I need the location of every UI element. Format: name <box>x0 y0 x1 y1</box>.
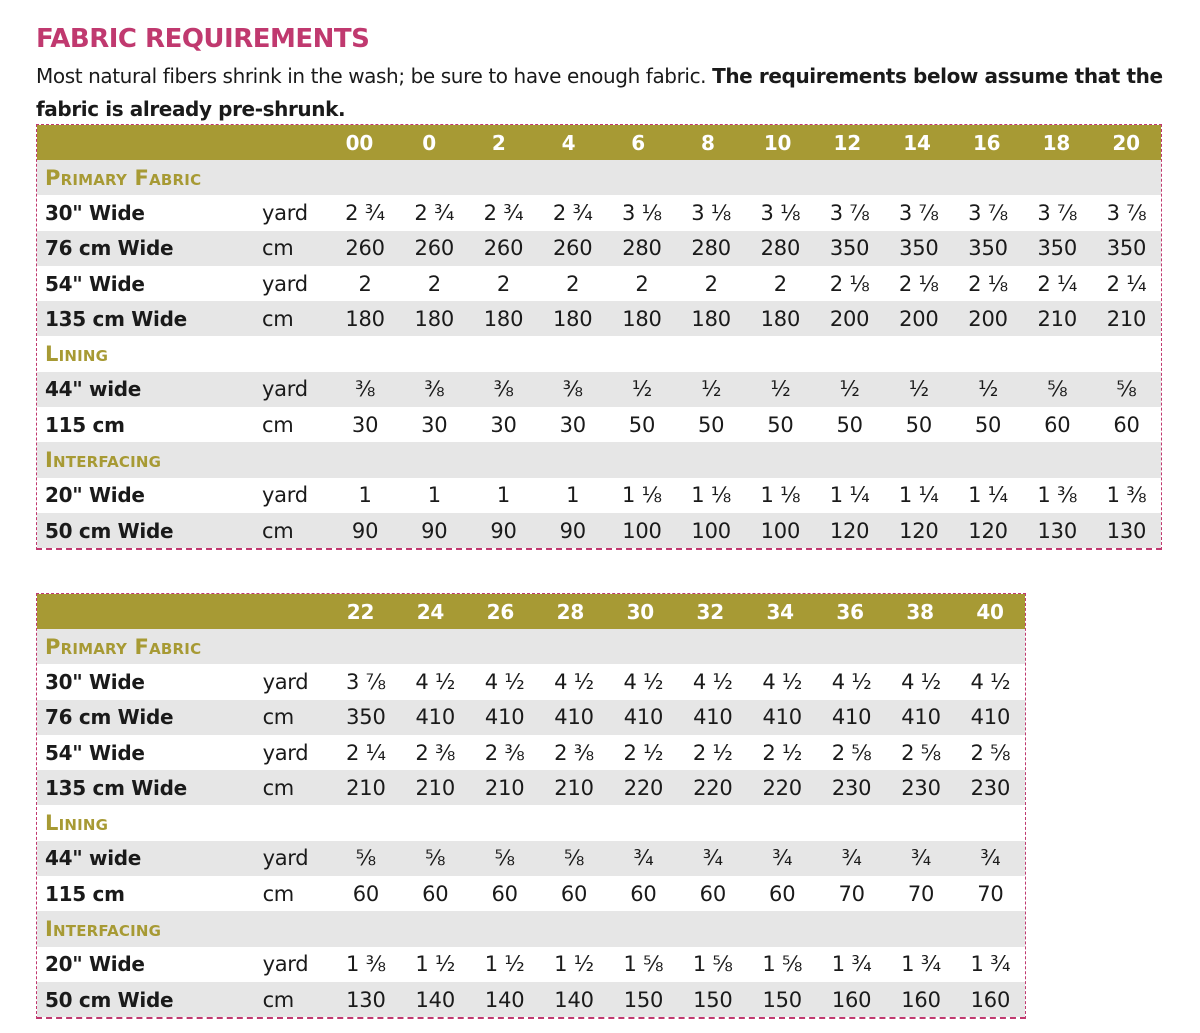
table-row <box>37 407 1161 442</box>
amount-cell: 410 <box>831 705 872 730</box>
amount-cell: 1 ⅜ <box>345 952 386 977</box>
amount-cell: 1 ¼ <box>829 483 870 508</box>
size-header-cell: 18 <box>1042 130 1071 155</box>
size-header-cell: 6 <box>631 130 646 155</box>
fabric-width-label: 44" wide <box>45 377 142 402</box>
amount-cell: 350 <box>829 236 870 261</box>
section-heading: Primary Fabric <box>45 165 202 190</box>
amount-cell: 140 <box>415 987 455 1012</box>
amount-cell: 50 <box>628 412 656 437</box>
amount-cell: 2 ¼ <box>1106 271 1147 296</box>
amount-cell: 60 <box>1113 412 1140 437</box>
amount-cell: 350 <box>1106 236 1147 261</box>
amount-cell: 2 <box>704 271 718 296</box>
section-heading: Primary Fabric <box>45 634 202 659</box>
amount-cell: ¾ <box>633 846 654 871</box>
amount-cell: 3 ⅞ <box>345 669 386 694</box>
amount-cell: ½ <box>701 377 722 402</box>
amount-cell: 3 ⅞ <box>829 200 870 225</box>
unit-label: yard <box>262 952 309 977</box>
amount-cell: 220 <box>693 775 733 800</box>
size-header-cell: 16 <box>972 130 1001 155</box>
section-heading-row <box>37 160 1161 195</box>
amount-cell: 410 <box>484 705 525 730</box>
amount-cell: 4 ½ <box>623 669 664 694</box>
amount-cell: 120 <box>829 518 870 543</box>
amount-cell: 280 <box>760 236 801 261</box>
amount-cell: ½ <box>631 377 653 402</box>
amount-cell: 150 <box>762 987 802 1012</box>
amount-cell: 2 ¾ <box>483 200 524 225</box>
fabric-width-label: 30" Wide <box>45 200 145 225</box>
amount-cell: 1 ⅝ <box>623 952 664 977</box>
amount-cell: 1 ½ <box>554 952 594 977</box>
intro-paragraph <box>36 60 1166 126</box>
amount-cell: 1 ⅛ <box>622 483 662 508</box>
size-header-cell: 40 <box>976 599 1004 624</box>
size-header-cell: 8 <box>701 130 715 155</box>
size-header-cell: 12 <box>833 130 861 155</box>
amount-cell: 2 ¾ <box>345 200 385 225</box>
amount-cell: 2 <box>427 271 441 296</box>
amount-cell: 1 <box>358 483 372 508</box>
unit-label: yard <box>262 740 309 765</box>
amount-cell: 2 ⅝ <box>831 740 872 765</box>
amount-cell: 280 <box>691 236 731 261</box>
table-row <box>37 876 1025 911</box>
amount-cell: 2 <box>635 271 649 296</box>
amount-cell: 410 <box>901 705 941 730</box>
unit-label: yard <box>262 377 308 402</box>
table-row <box>37 770 1025 805</box>
size-header-cell: 38 <box>906 599 934 624</box>
fabric-width-label: 115 cm <box>45 881 125 906</box>
amount-cell: 180 <box>345 306 385 331</box>
amount-cell: 120 <box>968 518 1008 543</box>
table-row <box>37 982 1025 1017</box>
unit-label: cm <box>262 705 294 730</box>
size-table-2 <box>36 593 1026 1019</box>
amount-cell: 4 ½ <box>484 669 525 694</box>
unit-label: yard <box>262 271 308 296</box>
amount-cell: 2 <box>358 271 372 296</box>
amount-cell: 90 <box>351 518 379 543</box>
amount-cell: 100 <box>691 518 731 543</box>
amount-cell: 4 ½ <box>762 669 803 694</box>
amount-cell: 60 <box>699 881 726 906</box>
amount-cell: 50 <box>698 412 725 437</box>
amount-cell: 2 ¾ <box>414 200 455 225</box>
amount-cell: 1 ⅜ <box>1106 483 1147 508</box>
fabric-width-label: 76 cm Wide <box>45 705 174 730</box>
amount-cell: 2 ¾ <box>552 200 593 225</box>
amount-cell: 60 <box>769 881 796 906</box>
table-row <box>37 513 1161 548</box>
section-heading-row <box>37 805 1025 840</box>
amount-cell: 4 ½ <box>415 669 456 694</box>
table-row <box>37 700 1025 735</box>
section-heading: Interfacing <box>45 917 162 942</box>
fabric-width-label: 50 cm Wide <box>45 518 174 543</box>
fabric-width-label: 54" Wide <box>45 740 145 765</box>
amount-cell: ⅜ <box>424 377 445 402</box>
amount-cell: 180 <box>691 306 731 331</box>
section-heading-row <box>37 629 1025 664</box>
unit-label: cm <box>262 987 294 1012</box>
amount-cell: 2 ⅛ <box>968 271 1008 296</box>
unit-label: cm <box>262 306 294 331</box>
amount-cell: 180 <box>414 306 455 331</box>
amount-cell: 2 ⅛ <box>898 271 939 296</box>
table-row <box>37 841 1025 876</box>
size-header-row <box>37 125 1161 160</box>
fabric-width-label: 76 cm Wide <box>45 236 174 261</box>
amount-cell: 2 ⅝ <box>970 740 1011 765</box>
amount-cell: ¾ <box>841 846 862 871</box>
amount-cell: 3 ⅞ <box>968 200 1008 225</box>
size-header-cell: 10 <box>763 130 792 155</box>
amount-cell: 1 ⅝ <box>762 952 803 977</box>
amount-cell: 2 ½ <box>692 740 733 765</box>
amount-cell: 2 ½ <box>623 740 664 765</box>
amount-cell: 4 ½ <box>970 669 1011 694</box>
amount-cell: 210 <box>484 775 525 800</box>
amount-cell: 1 ⅜ <box>1037 483 1078 508</box>
size-header-cell: 32 <box>696 599 724 624</box>
amount-cell: ½ <box>908 377 929 402</box>
size-header-cell: 30 <box>626 599 654 624</box>
amount-cell: 50 <box>905 412 932 437</box>
amount-cell: 1 <box>427 483 441 508</box>
size-header-cell: 36 <box>836 599 864 624</box>
size-header-cell: 00 <box>345 130 374 155</box>
table-row <box>37 266 1161 301</box>
size-header-cell: 14 <box>903 130 931 155</box>
amount-cell: 2 <box>566 271 580 296</box>
amount-cell: 60 <box>1044 412 1071 437</box>
amount-cell: 180 <box>552 306 593 331</box>
amount-cell: 2 <box>496 271 511 296</box>
amount-cell: 350 <box>1037 236 1077 261</box>
amount-cell: ½ <box>770 377 791 402</box>
amount-cell: 220 <box>623 775 664 800</box>
amount-cell: ¾ <box>702 846 723 871</box>
unit-label: cm <box>262 518 294 543</box>
amount-cell: 3 ⅛ <box>760 200 801 225</box>
amount-cell: 4 ½ <box>554 669 594 694</box>
amount-cell: 1 ⅝ <box>692 952 733 977</box>
amount-cell: 50 <box>836 412 863 437</box>
amount-cell: 3 ⅞ <box>898 200 939 225</box>
amount-cell: ⅜ <box>355 377 376 402</box>
amount-cell: 1 ½ <box>484 952 525 977</box>
amount-cell: 1 ¼ <box>968 483 1008 508</box>
amount-cell: 180 <box>483 306 524 331</box>
amount-cell: ⅝ <box>563 846 585 871</box>
amount-cell: 230 <box>901 775 941 800</box>
amount-cell: 2 ⅜ <box>415 740 456 765</box>
table-row <box>37 735 1025 770</box>
unit-label: cm <box>262 881 294 906</box>
amount-cell: 1 ⅛ <box>691 483 732 508</box>
amount-cell: 260 <box>483 236 524 261</box>
section-heading: Interfacing <box>45 448 162 473</box>
amount-cell: 230 <box>970 775 1011 800</box>
amount-cell: 4 ½ <box>901 669 941 694</box>
amount-cell: 70 <box>977 881 1004 906</box>
amount-cell: 90 <box>559 518 586 543</box>
amount-cell: ⅝ <box>425 846 446 871</box>
size-header-cell: 34 <box>766 599 794 624</box>
fabric-width-label: 44" wide <box>45 846 142 871</box>
amount-cell: 60 <box>630 881 657 906</box>
amount-cell: 1 ⅛ <box>760 483 801 508</box>
amount-cell: 160 <box>970 987 1011 1012</box>
amount-cell: ⅝ <box>1116 377 1137 402</box>
amount-cell: 410 <box>623 705 664 730</box>
amount-cell: 140 <box>554 987 594 1012</box>
unit-label: cm <box>262 236 294 261</box>
unit-label: yard <box>262 846 309 871</box>
amount-cell: 1 ¼ <box>898 483 939 508</box>
amount-cell: 350 <box>968 236 1008 261</box>
table-row <box>37 195 1161 230</box>
amount-cell: 100 <box>760 518 801 543</box>
amount-cell: 60 <box>422 881 449 906</box>
amount-cell: 30 <box>421 412 448 437</box>
amount-cell: 60 <box>560 881 588 906</box>
amount-cell: 1 <box>496 483 511 508</box>
amount-cell: 280 <box>622 236 662 261</box>
table-row <box>37 301 1161 336</box>
table-row <box>37 231 1161 266</box>
section-heading-row <box>37 336 1161 371</box>
amount-cell: 2 ¼ <box>345 740 386 765</box>
amount-cell: 1 ½ <box>415 952 456 977</box>
unit-label: yard <box>262 483 308 508</box>
fabric-width-label: 115 cm <box>45 412 125 437</box>
fabric-width-label: 135 cm Wide <box>45 775 187 800</box>
amount-cell: 150 <box>693 987 733 1012</box>
amount-cell: ⅜ <box>493 377 514 402</box>
unit-label: yard <box>262 669 309 694</box>
amount-cell: 1 ¾ <box>970 952 1011 977</box>
page-title: FABRIC REQUIREMENTS <box>36 24 370 54</box>
amount-cell: ¾ <box>772 846 793 871</box>
amount-cell: ⅝ <box>1047 377 1068 402</box>
amount-cell: 160 <box>831 987 872 1012</box>
amount-cell: 4 ½ <box>692 669 733 694</box>
intro-plain-text: Most natural fibers shrink in the wash; be sure to have enough fabric. <box>36 64 713 88</box>
amount-cell: ⅝ <box>494 846 515 871</box>
amount-cell: 410 <box>415 705 455 730</box>
unit-label: cm <box>262 412 294 437</box>
size-header-cell: 28 <box>556 599 585 624</box>
amount-cell: 410 <box>554 705 594 730</box>
size-header-cell: 22 <box>346 599 375 624</box>
amount-cell: ¾ <box>980 846 1001 871</box>
amount-cell: ½ <box>839 377 860 402</box>
amount-cell: 2 ⅛ <box>829 271 870 296</box>
amount-cell: 30 <box>351 412 379 437</box>
unit-label: yard <box>262 200 308 225</box>
amount-cell: 90 <box>490 518 517 543</box>
amount-cell: 410 <box>693 705 733 730</box>
amount-cell: 100 <box>622 518 662 543</box>
amount-cell: 50 <box>767 412 794 437</box>
amount-cell: 200 <box>899 306 939 331</box>
table-row <box>37 372 1161 407</box>
amount-cell: 60 <box>491 881 518 906</box>
amount-cell: 410 <box>970 705 1011 730</box>
amount-cell: ⅝ <box>355 846 376 871</box>
amount-cell: 3 ⅛ <box>622 200 662 225</box>
amount-cell: 260 <box>552 236 593 261</box>
amount-cell: 2 ⅜ <box>554 740 594 765</box>
amount-cell: 150 <box>623 987 664 1012</box>
amount-cell: 210 <box>415 775 455 800</box>
amount-cell: 1 ¾ <box>901 952 941 977</box>
amount-cell: 230 <box>831 775 872 800</box>
amount-cell: 130 <box>1037 518 1077 543</box>
amount-cell: 2 ¼ <box>1037 271 1078 296</box>
amount-cell: 160 <box>901 987 941 1012</box>
amount-cell: 200 <box>968 306 1008 331</box>
amount-cell: ⅜ <box>562 377 583 402</box>
fabric-width-label: 20" Wide <box>45 483 145 508</box>
amount-cell: 210 <box>554 775 594 800</box>
fabric-width-label: 54" Wide <box>45 271 145 296</box>
size-table-1 <box>36 124 1162 550</box>
amount-cell: 70 <box>907 881 935 906</box>
unit-label: cm <box>262 775 294 800</box>
amount-cell: 260 <box>345 236 385 261</box>
amount-cell: 180 <box>760 306 801 331</box>
size-header-cell: 4 <box>561 130 576 155</box>
size-header-cell: 26 <box>486 599 515 624</box>
section-heading: Lining <box>45 811 109 836</box>
amount-cell: 130 <box>346 987 386 1012</box>
amount-cell: 2 ⅝ <box>901 740 941 765</box>
amount-cell: 210 <box>1037 306 1077 331</box>
fabric-width-label: 20" Wide <box>45 952 145 977</box>
fabric-width-label: 50 cm Wide <box>45 987 174 1012</box>
amount-cell: 220 <box>762 775 802 800</box>
amount-cell: 50 <box>974 412 1002 437</box>
fabric-width-label: 30" Wide <box>45 669 145 694</box>
amount-cell: 130 <box>1106 518 1147 543</box>
amount-cell: 1 ¾ <box>831 952 872 977</box>
amount-cell: 2 ⅜ <box>484 740 525 765</box>
amount-cell: 4 ½ <box>831 669 872 694</box>
section-heading-row <box>37 911 1025 946</box>
amount-cell: 180 <box>622 306 662 331</box>
amount-cell: 2 <box>773 271 787 296</box>
size-header-cell: 20 <box>1112 130 1140 155</box>
amount-cell: ¾ <box>910 846 932 871</box>
size-header-cell: 24 <box>416 599 445 624</box>
amount-cell: 350 <box>899 236 939 261</box>
amount-cell: 120 <box>899 518 939 543</box>
amount-cell: 70 <box>838 881 865 906</box>
intro-bold-text: The requirements below assume that the fabric is already pre-shrunk. <box>36 64 1163 121</box>
amount-cell: 140 <box>484 987 525 1012</box>
amount-cell: 410 <box>762 705 802 730</box>
size-header-row <box>37 594 1025 629</box>
amount-cell: 210 <box>346 775 386 800</box>
table-row <box>37 947 1025 982</box>
amount-cell: 3 ⅛ <box>691 200 732 225</box>
amount-cell: 1 <box>566 483 580 508</box>
fabric-width-label: 135 cm Wide <box>45 306 187 331</box>
amount-cell: 260 <box>414 236 455 261</box>
amount-cell: ½ <box>977 377 999 402</box>
table-row <box>37 478 1161 513</box>
size-header-cell: 0 <box>422 130 436 155</box>
amount-cell: 60 <box>352 881 380 906</box>
amount-cell: 210 <box>1106 306 1147 331</box>
amount-cell: 350 <box>346 705 386 730</box>
amount-cell: 2 ½ <box>762 740 803 765</box>
amount-cell: 3 ⅞ <box>1037 200 1078 225</box>
amount-cell: 3 ⅞ <box>1106 200 1147 225</box>
table-row <box>37 664 1025 699</box>
section-heading: Lining <box>45 342 109 367</box>
amount-cell: 200 <box>829 306 870 331</box>
amount-cell: 30 <box>490 412 517 437</box>
size-header-cell: 2 <box>491 130 506 155</box>
section-heading-row <box>37 442 1161 477</box>
amount-cell: 30 <box>559 412 586 437</box>
amount-cell: 90 <box>421 518 448 543</box>
